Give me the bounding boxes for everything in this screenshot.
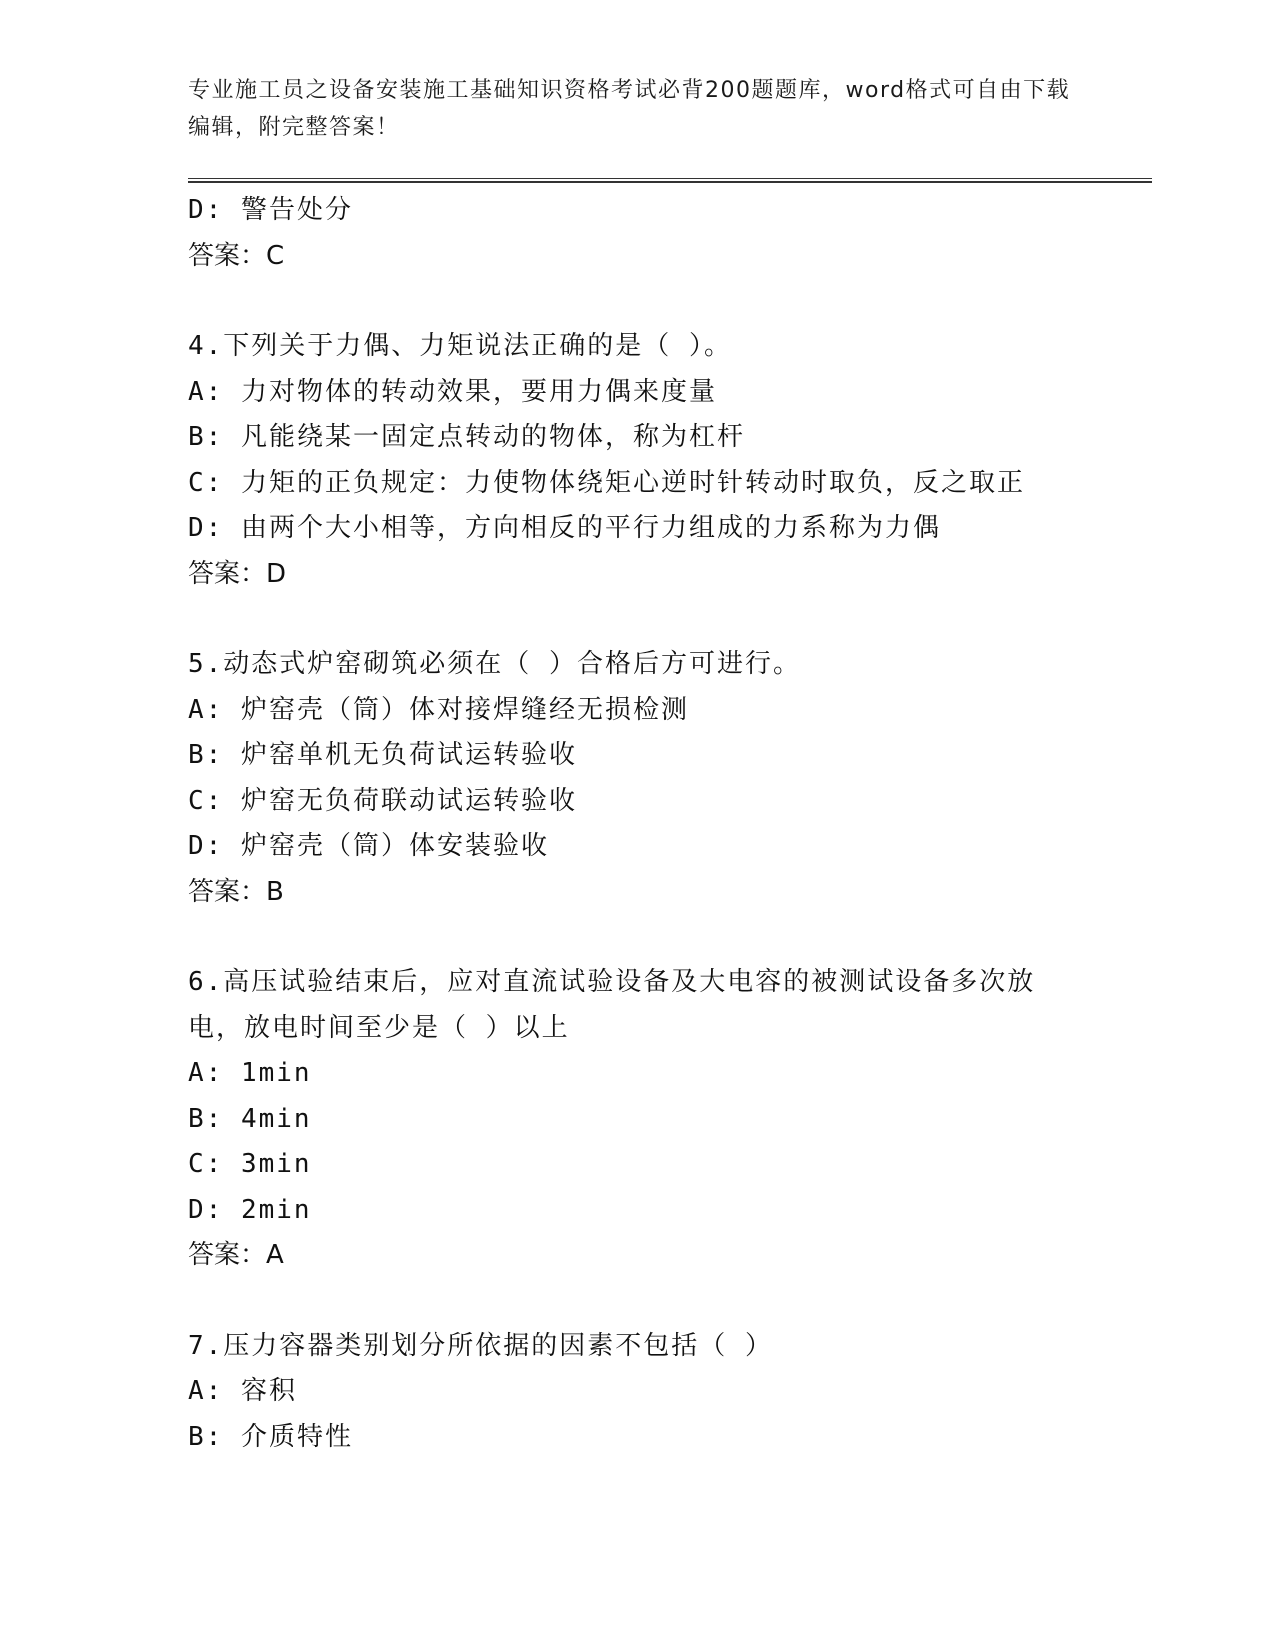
- option-b: B: 4min: [188, 1103, 312, 1134]
- answer: 答案：D: [188, 558, 287, 589]
- option-d: D: 警告处分: [188, 195, 353, 225]
- question-stem: 4.下列关于力偶、力矩说法正确的是（ ）。: [188, 331, 732, 361]
- option-d: D: 炉窑壳（筒）体安装验收: [188, 831, 549, 861]
- option-b: B: 炉窑单机无负荷试运转验收: [188, 740, 577, 770]
- question-stem: 7.压力容器类别划分所依据的因素不包括（ ）: [188, 1330, 773, 1361]
- option-c: C: 炉窑无负荷联动试运转验收: [188, 785, 577, 816]
- option-d: D: 2min: [188, 1194, 312, 1225]
- option-c: C: 力矩的正负规定：力使物体绕矩心逆时针转动时取负，反之取正: [188, 467, 1025, 498]
- question-7: [188, 1324, 1088, 1461]
- answer: 答案：B: [188, 876, 284, 907]
- option-b: B: 凡能绕某一固定点转动的物体，称为杠杆: [188, 422, 745, 452]
- option-b: B: 介质特性: [188, 1421, 353, 1452]
- question-5: [188, 642, 1088, 915]
- question-stem: 5.动态式炉窑砌筑必须在（ ）合格后方可进行。: [188, 649, 801, 679]
- option-a: A: 炉窑壳（筒）体对接焊缝经无损检测: [188, 694, 689, 725]
- document-body: [188, 188, 1088, 1460]
- option-a: A: 容积: [188, 1376, 297, 1406]
- question-stem: 6.高压试验结束后，应对直流试验设备及大电容的被测试设备多次放电，放电时间至少是（ ）以上: [188, 967, 1036, 1043]
- answer: 答案：C: [188, 240, 285, 271]
- answer: 答案：A: [188, 1240, 284, 1270]
- question-4: [188, 324, 1088, 597]
- option-a: A: 1min: [188, 1058, 312, 1088]
- header-divider: [188, 178, 1152, 183]
- question-6: [188, 960, 1088, 1279]
- document-header: 专业施工员之设备安装施工基础知识资格考试必背200题题库，word格式可自由下载编辑，附完整答案！: [188, 78, 1071, 140]
- option-d: D: 由两个大小相等，方向相反的平行力组成的力系称为力偶: [188, 513, 941, 543]
- option-c: C: 3min: [188, 1149, 312, 1179]
- option-a: A: 力对物体的转动效果，要用力偶来度量: [188, 376, 717, 407]
